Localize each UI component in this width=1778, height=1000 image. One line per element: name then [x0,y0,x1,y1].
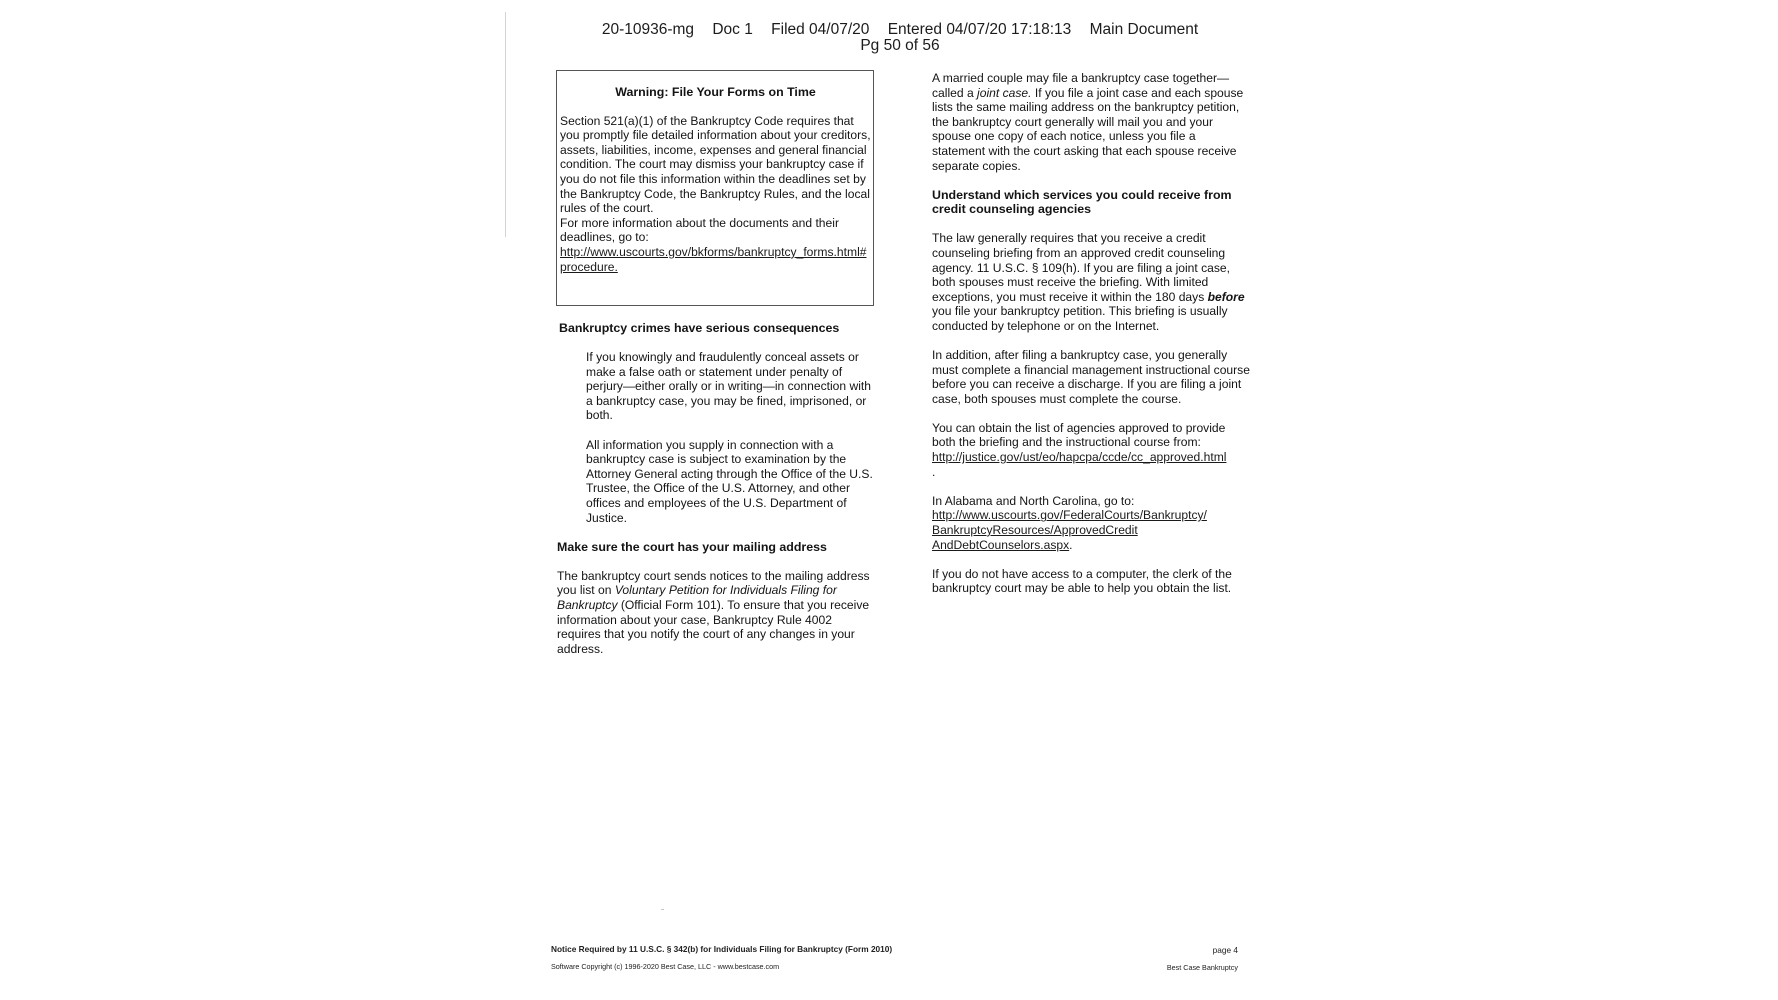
mailing-paragraph: The bankruptcy court sends notices to the mailing address you list on Voluntary Petition for Individuals Filing for Bankruptcy (Official Form 101). To ensure that you receive information about your case, Bankruptcy Rule 4002 requires that you notify the court of any changes in your address. [557,568,870,656]
counseling-heading: Understand which services you could receive from credit counseling agencies [932,187,1232,217]
clerk-paragraph: If you do not have access to a computer, the clerk of the bankruptcy court may be able to help you obtain the list. [932,566,1232,596]
counseling-paragraph-1: The law generally requires that you receive a credit counseling briefing from an approved credit counseling agency. 11 U.S.C. § 109(h). If you are filing a joint case, both spouses must receive the briefing. With limited exceptions, you must receive it within the 180 days before you file your bankruptcy petition. This briefing is usually conducted by telephone or on the Internet. [932,231,1245,333]
mailing-heading: Make sure the court has your mailing address [557,539,827,554]
crimes-paragraph-1: If you knowingly and fraudulently conceal assets or make a false oath or statement under penalty of perjury—either orally or in writing—in connection with a bankruptcy case, you may be fined, imprisoned, or both. [586,350,871,423]
warning-title: Warning: File Your Forms on Time [615,85,816,99]
warning-more-info: For more information about the documents and their deadlines, go to: [560,215,839,245]
left-column [556,70,878,656]
warning-box [556,70,874,306]
doc-number: Doc 1 [712,21,753,38]
counseling-paragraph-3: You can obtain the list of agencies approved to provide both the briefing and the instructional course from: [932,420,1226,450]
joint-case-paragraph: A married couple may file a bankruptcy case together—called a joint case. If you file a joint case and each spouse lists the same mailing address on the bankruptcy petition, the bankruptcy court generally will mail you and your spouse one copy of each notice, unless you file a statement with the court asking that each spouse receive separate copies. [932,71,1244,173]
main-document-label: Main Document [1089,21,1199,38]
crimes-paragraph-2: All information you supply in connection with a bankruptcy case is subject to examination by the Attorney General acting through the Office of the U.S. Trustee, the Office of the U.S. Attorney, and other offices and employees of the U.S. Department of Justice. [586,437,873,525]
footer-page-number: page 4 [1212,945,1238,955]
page-edge-line [505,12,506,237]
alabama-nc-link[interactable]: http://www.uscourts.gov/FederalCourts/Bankruptcy/ BankruptcyResources/ApprovedCredit AndDebtCounselors.aspx. [932,508,1207,552]
right-column [932,71,1250,596]
case-number: 20-10936-mg [601,21,695,38]
crimes-heading: Bankruptcy crimes have serious consequences [559,321,840,335]
footer-form-title: Notice Required by 11 U.S.C. § 342(b) for Individuals Filing for Bankruptcy (Form 2010) [551,944,893,954]
procedure-link[interactable]: http://www.uscourts.gov/bkforms/bankruptcy_forms.html#procedure. [560,244,867,274]
scan-speck [661,909,664,910]
counseling-paragraph-2: In addition, after filing a bankruptcy case, you generally must complete a financial management instructional course before you can receive a discharge. If you are filing a joint case, both spouses must complete the course. [932,348,1250,406]
page-count: Pg 50 of 56 [860,37,940,54]
footer-brand: Best Case Bankruptcy [1166,963,1238,972]
warning-body: Section 521(a)(1) of the Bankruptcy Code requires that you promptly file detailed information about your creditors, assets, liabilities, income, expenses and general financial condition. The court may dismiss your bankruptcy case if you do not file this information within the deadlines set by the Bankruptcy Code, the Bankruptcy Rules, and the local rules of the court. [560,113,871,216]
entered-date: Entered 04/07/20 17:18:13 [887,21,1072,38]
approved-agencies-link[interactable]: http://justice.gov/ust/eo/hapcpa/ccde/cc_approved.html [932,450,1227,465]
alabama-nc-paragraph: In Alabama and North Carolina, go to: [932,493,1135,508]
link-period: . [932,464,936,479]
voluntary-petition-title: Voluntary Petition for Individuals Filing for Bankruptcy [557,583,837,612]
before-emphasis: before [1207,289,1245,304]
footer-copyright: Software Copyright (c) 1996-2020 Best Case, LLC - www.bestcase.com [551,962,780,971]
filed-date: Filed 04/07/20 [771,21,870,38]
court-header [560,22,1240,54]
joint-case-term: joint case. [977,85,1032,100]
